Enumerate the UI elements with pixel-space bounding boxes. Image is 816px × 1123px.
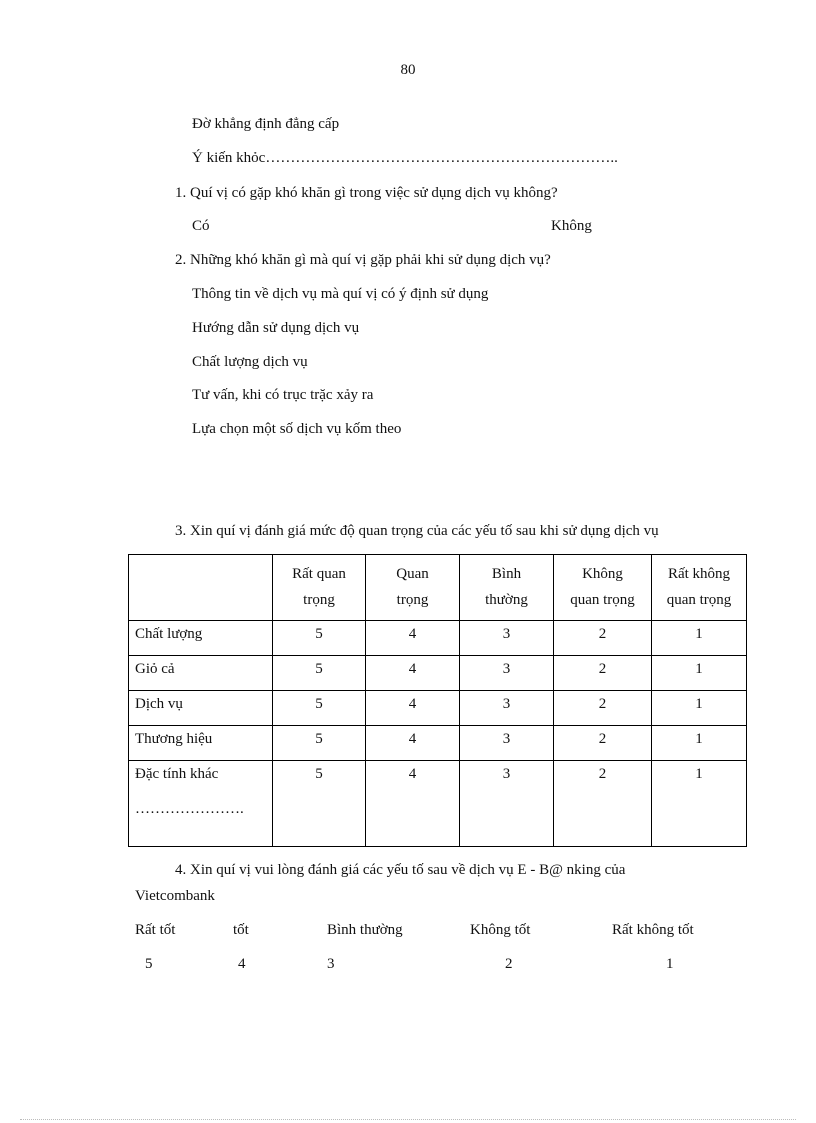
page-number: 80: [400, 62, 416, 78]
rating-cell: 2: [554, 621, 652, 656]
q2-option: Thông tin về dịch vụ mà quí vị có ý định sử dụng: [192, 286, 489, 302]
rating-cell: 3: [460, 726, 554, 761]
rating-cell: 4: [366, 621, 460, 656]
row-label-extra: ………………….: [135, 801, 244, 817]
scale-label: Rất không tốt: [612, 922, 694, 938]
row-label: Chất lượng: [129, 621, 273, 656]
rating-cell: 5: [273, 761, 366, 847]
rating-cell: 4: [366, 726, 460, 761]
q1-answer-no: Không: [551, 218, 592, 234]
rating-table: [128, 554, 747, 847]
header-line: trọng: [303, 592, 335, 608]
q2-option: Chất lượng dịch vụ: [192, 354, 308, 370]
table-header-cell: [652, 555, 747, 621]
row-label-cell: [129, 761, 273, 847]
header-line: Bình: [491, 566, 522, 582]
table-row: [129, 621, 747, 656]
scale-label: Bình thường: [327, 922, 403, 938]
question-2: 2. Những khó khăn gì mà quí vị gặp phải khi sử dụng dịch vụ?: [175, 252, 551, 268]
rating-cell: 5: [273, 656, 366, 691]
header-line: thường: [485, 592, 528, 608]
table-header-cell: [366, 555, 460, 621]
q2-option: Tư vấn, khi có trục trặc xảy ra: [192, 387, 374, 403]
rating-cell: 2: [554, 691, 652, 726]
question-4-continued: Vietcombank: [135, 888, 215, 904]
header-line: trọng: [396, 592, 429, 608]
q1-answer-yes: Có: [192, 218, 210, 234]
header-line: quan trọng: [570, 592, 635, 608]
table-header-cell: [460, 555, 554, 621]
scale-value: 3: [327, 956, 335, 972]
row-label: Thương hiệu: [129, 726, 273, 761]
rating-cell: 3: [460, 691, 554, 726]
rating-cell: 2: [554, 761, 652, 847]
question-1: 1. Quí vị có gặp khó khăn gì trong việc sử dụng dịch vụ không?: [175, 185, 558, 201]
row-label: Đặc tính khác: [135, 766, 219, 782]
header-line: Không: [582, 566, 623, 582]
table-row: [129, 726, 747, 761]
table-header-cell: [273, 555, 366, 621]
scale-label: Rất tốt: [135, 922, 176, 938]
rating-cell: 5: [273, 691, 366, 726]
table-row: [129, 691, 747, 726]
option-brand: Đờ khẳng định đẳng cấp: [192, 116, 340, 132]
rating-cell: 1: [652, 656, 747, 691]
table-header-row: [129, 555, 747, 621]
rating-cell: 3: [460, 621, 554, 656]
scale-value: 1: [666, 956, 674, 972]
table-header-cell: [554, 555, 652, 621]
header-line: Rất quan: [292, 566, 346, 582]
rating-cell: 5: [273, 726, 366, 761]
row-label: Dịch vụ: [129, 691, 273, 726]
option-other: Ý kiến khỏc……………………………………………………………..: [192, 150, 618, 166]
rating-cell: 2: [554, 656, 652, 691]
rating-cell: 1: [652, 621, 747, 656]
rating-cell: 1: [652, 761, 747, 847]
scale-value: 4: [238, 956, 246, 972]
table-row: [129, 656, 747, 691]
header-line: Quan: [396, 566, 429, 582]
scale-value: 5: [145, 956, 153, 972]
rating-cell: 4: [366, 656, 460, 691]
table-header-cell: [129, 555, 273, 621]
page-bottom-divider: [20, 1119, 796, 1120]
question-3: 3. Xin quí vị đánh giá mức độ quan trọng của các yếu tố sau khi sử dụng dịch vụ: [175, 523, 659, 539]
rating-cell: 3: [460, 656, 554, 691]
rating-cell: 1: [652, 691, 747, 726]
question-4: 4. Xin quí vị vui lòng đánh giá các yếu tố sau về dịch vụ E - B@ nking của: [175, 862, 626, 878]
rating-cell: 1: [652, 726, 747, 761]
scale-value: 2: [505, 956, 513, 972]
table-row: [129, 761, 747, 847]
rating-cell: 5: [273, 621, 366, 656]
rating-cell: 2: [554, 726, 652, 761]
scale-label: Không tốt: [470, 922, 531, 938]
rating-cell: 4: [366, 691, 460, 726]
row-label: Giỏ cả: [129, 656, 273, 691]
header-line: quan trọng: [666, 592, 732, 608]
rating-cell: 3: [460, 761, 554, 847]
q2-option: Lựa chọn một số dịch vụ kốm theo: [192, 421, 402, 437]
header-line: Rất không: [667, 566, 731, 582]
q2-option: Hướng dẫn sử dụng dịch vụ: [192, 320, 360, 336]
rating-cell: 4: [366, 761, 460, 847]
scale-label: tốt: [233, 922, 249, 938]
